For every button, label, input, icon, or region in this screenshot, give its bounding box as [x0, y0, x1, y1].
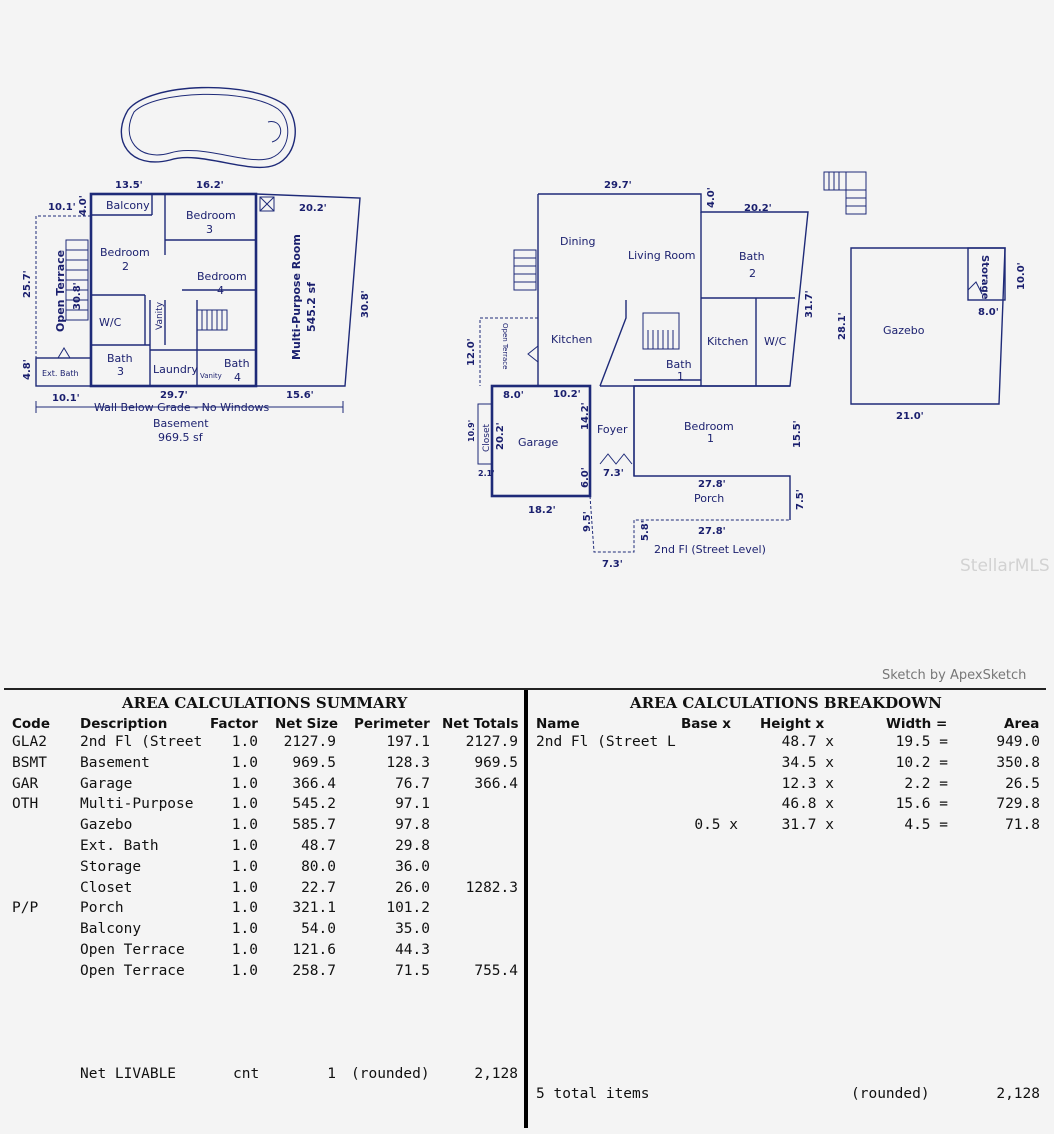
room-multi-purpose: Multi-Purpose Room: [290, 234, 303, 360]
dim: 10.1': [52, 393, 80, 404]
room-closet: Closet: [482, 423, 492, 452]
room-bedroom-4-num: 4: [217, 284, 224, 297]
dim: 28.1': [837, 312, 848, 340]
table-cell: Balcony: [80, 921, 142, 938]
table-cell: 121.6: [292, 942, 336, 958]
table-cell: 2nd Fl (Street L: [536, 734, 676, 750]
room-wc: W/C: [99, 316, 122, 329]
dim: 31.7': [804, 290, 815, 318]
dim: 4.0': [706, 187, 717, 208]
net-livable-count: 1: [327, 1066, 336, 1082]
table-cell: Porch: [80, 900, 124, 917]
room-bedroom-3: Bedroom: [186, 209, 236, 222]
room-porch: Porch: [694, 492, 725, 505]
table-cell: 1.0: [231, 796, 258, 813]
dim: 20.2': [744, 203, 772, 214]
table-cell: 48.7: [301, 838, 336, 854]
level-basement: Basement: [153, 417, 209, 430]
table-cell: 755.4: [474, 962, 518, 979]
dim: 15.6': [286, 390, 314, 401]
pool: [121, 88, 295, 168]
table-cell: 71.8: [1005, 817, 1040, 834]
table-cell: GLA2: [12, 734, 47, 750]
level-basement-sf: 969.5 sf: [158, 431, 203, 444]
room-foyer: Foyer: [597, 423, 628, 436]
room-dining: Dining: [560, 235, 596, 248]
dim: 13.5': [115, 180, 143, 191]
table-cell: Multi-Purpose: [80, 796, 194, 813]
room-open-terrace-main: Open Terrace: [501, 323, 509, 370]
dim: 10.9': [467, 419, 476, 442]
summary-header-code: Code: [12, 716, 51, 732]
table-cell: 729.8: [996, 796, 1040, 813]
room-multi-purpose-sf: 545.2 sf: [305, 282, 318, 332]
room-bedroom-1-num: 1: [707, 432, 714, 445]
room-bedroom-2-num: 2: [122, 260, 129, 273]
table-cell: 366.4: [292, 775, 336, 792]
room-vanity-2: Vanity: [200, 372, 222, 380]
room-bedroom-1: Bedroom: [684, 420, 734, 433]
dim: 18.2': [528, 505, 556, 516]
net-livable-cnt: cnt: [233, 1066, 260, 1082]
table-cell: BSMT: [12, 754, 47, 771]
table-cell: 31.7 x: [781, 817, 834, 834]
table-cell: Gazebo: [80, 817, 133, 834]
dim: 7.5': [795, 489, 806, 510]
table-cell: 2.2 =: [904, 775, 948, 792]
room-bedroom-4: Bedroom: [197, 270, 247, 283]
dim: 9.5': [582, 511, 593, 532]
dim: 16.2': [196, 180, 224, 191]
total-items: 5 total items: [536, 1086, 650, 1102]
table-cell: 22.7: [301, 879, 336, 896]
dim: 7.3': [603, 468, 624, 479]
table-cell: 46.8 x: [781, 796, 834, 813]
table-cell: 36.0: [395, 858, 430, 875]
table-cell: 35.0: [395, 921, 430, 938]
table-cell: 44.3: [395, 942, 430, 958]
table-cell: 1.0: [231, 858, 258, 875]
dim: 4.8': [22, 359, 33, 380]
dim: 27.8': [698, 479, 726, 490]
table-cell: 1282.3: [465, 879, 518, 896]
room-bath-1: Bath: [666, 358, 692, 371]
dim: 27.8': [698, 526, 726, 537]
table-cell: 26.0: [395, 879, 430, 896]
room-ext-bath: Ext. Bath: [42, 369, 79, 378]
table-cell: 1.0: [231, 962, 258, 979]
table-cell: 26.5: [1005, 775, 1040, 792]
breakdown-header-base: Base x: [681, 716, 731, 732]
room-vanity: Vanity: [155, 301, 165, 330]
room-bedroom-3-num: 3: [206, 223, 213, 236]
table-cell: 97.8: [395, 817, 430, 834]
room-laundry: Laundry: [153, 363, 198, 376]
table-cell: 1.0: [231, 775, 258, 792]
table-cell: 76.7: [395, 775, 430, 792]
table-cell: 15.6 =: [895, 796, 948, 813]
dim: 6.0': [580, 467, 591, 488]
table-cell: 1.0: [231, 942, 258, 958]
table-cell: Garage: [80, 775, 133, 792]
table-cell: 34.5 x: [781, 754, 834, 771]
dim: 4.0': [78, 195, 89, 216]
table-cell: 128.3: [386, 754, 430, 771]
table-cell: 1.0: [231, 900, 258, 917]
table-cell: 2nd Fl (Street: [80, 734, 203, 750]
breakdown-header-area: Area: [1004, 716, 1040, 732]
table-cell: 29.8: [395, 838, 430, 854]
dim: 10.1': [48, 202, 76, 213]
room-kitchen-2: Kitchen: [707, 335, 749, 348]
table-cell: 1.0: [231, 921, 258, 938]
dim: 7.3': [602, 559, 623, 570]
dim: 29.7': [604, 180, 632, 191]
breakdown-header-height: Height x: [760, 716, 825, 732]
dim: 20.2': [299, 203, 327, 214]
table-cell: 321.1: [292, 900, 336, 917]
table-cell: 1.0: [231, 838, 258, 854]
table-cell: 2127.9: [465, 734, 518, 750]
dim: 21.0': [896, 411, 924, 422]
table-cell: 585.7: [292, 817, 336, 834]
table-cell: 0.5 x: [694, 817, 738, 834]
room-bath-2: Bath: [739, 250, 765, 263]
room-living: Living Room: [628, 249, 696, 262]
table-cell: Ext. Bath: [80, 838, 159, 854]
table-cell: 1.0: [231, 734, 258, 750]
room-bath-3-num: 3: [117, 365, 124, 378]
summary-header-description: Description: [80, 716, 168, 732]
dim: 14.2': [580, 402, 591, 430]
table-cell: 12.3 x: [781, 775, 834, 792]
room-wc-main: W/C: [764, 335, 787, 348]
table-cell: 4.5 =: [904, 817, 948, 834]
dim: 5.8': [640, 520, 651, 541]
dim: 10.2': [553, 389, 581, 400]
breakdown-rounded: (rounded): [851, 1086, 930, 1102]
level-main: 2nd Fl (Street Level): [654, 543, 766, 556]
room-storage: Storage: [979, 255, 990, 300]
dim: 25.7': [22, 270, 33, 298]
table-cell: 10.2 =: [895, 754, 948, 771]
table-cell: 969.5: [292, 754, 336, 771]
table-cell: 197.1: [386, 734, 430, 750]
dim: 30.8': [360, 290, 371, 318]
breakdown-title: AREA CALCULATIONS BREAKDOWN: [630, 694, 942, 712]
table-cell: OTH: [12, 796, 39, 813]
room-balcony: Balcony: [106, 199, 150, 212]
dim: 10.0': [1016, 262, 1027, 290]
table-cell: P/P: [12, 900, 39, 917]
table-cell: 2127.9: [283, 734, 336, 750]
room-gazebo: Gazebo: [883, 324, 925, 337]
room-bedroom-2: Bedroom: [100, 246, 150, 259]
table-cell: Open Terrace: [80, 962, 185, 979]
table-cell: GAR: [12, 775, 39, 792]
table-cell: 1.0: [231, 817, 258, 834]
dim: 30.8': [72, 282, 83, 310]
summary-header-net-totals: Net Totals: [442, 716, 519, 732]
table-cell: Open Terrace: [80, 942, 185, 958]
dim: 20.2': [495, 422, 506, 450]
wall-note: Wall Below Grade - No Windows: [94, 401, 270, 414]
room-kitchen: Kitchen: [551, 333, 593, 346]
room-bath-4-num: 4: [234, 371, 241, 384]
table-cell: 949.0: [996, 734, 1040, 750]
table-cell: 19.5 =: [895, 734, 948, 750]
table-cell: 969.5: [474, 754, 518, 771]
table-cell: 101.2: [386, 900, 430, 917]
table-cell: Basement: [80, 754, 150, 771]
watermark: StellarMLS: [960, 556, 1050, 576]
dim: 2.1': [478, 469, 495, 478]
room-garage: Garage: [518, 436, 559, 449]
summary-header-factor: Factor: [210, 716, 258, 732]
room-bath-2-num: 2: [749, 267, 756, 280]
dim: 29.7': [160, 390, 188, 401]
dim: 15.5': [792, 420, 803, 448]
table-cell: Storage: [80, 858, 142, 875]
area-calculations: [4, 688, 1046, 1130]
table-cell: 350.8: [996, 754, 1040, 771]
table-cell: 54.0: [301, 921, 336, 938]
table-cell: 1.0: [231, 754, 258, 771]
net-livable-total: 2,128: [474, 1066, 518, 1082]
breakdown-total: 2,128: [996, 1086, 1040, 1102]
table-cell: 71.5: [395, 962, 430, 979]
dim: 8.0': [503, 390, 524, 401]
dim: 8.0': [978, 307, 999, 318]
table-cell: 48.7 x: [781, 734, 834, 750]
net-livable-label: Net LIVABLE: [80, 1066, 177, 1082]
net-livable-rounded: (rounded): [351, 1066, 430, 1082]
table-cell: 1.0: [231, 879, 258, 896]
main-floor-plan: [478, 172, 1005, 552]
table-divider: [524, 690, 528, 1128]
table-cell: 545.2: [292, 796, 336, 813]
room-bath-4: Bath: [224, 357, 250, 370]
table-cell: 258.7: [292, 962, 336, 979]
room-bath-3: Bath: [107, 352, 133, 365]
breakdown-header-width: Width =: [886, 716, 948, 732]
summary-title: AREA CALCULATIONS SUMMARY: [122, 694, 408, 712]
table-cell: 97.1: [395, 796, 430, 813]
sketch-credit: Sketch by ApexSketch: [882, 668, 1027, 683]
breakdown-header-name: Name: [536, 716, 580, 732]
summary-header-net-size: Net Size: [275, 716, 338, 732]
summary-header-perimeter: Perimeter: [354, 716, 430, 732]
table-cell: 366.4: [474, 775, 518, 792]
room-bath-1-num: 1: [677, 370, 684, 383]
table-cell: 80.0: [301, 858, 336, 875]
table-cell: Closet: [80, 879, 133, 896]
dim: 12.0': [466, 338, 477, 366]
room-open-terrace: Open Terrace: [54, 249, 67, 332]
